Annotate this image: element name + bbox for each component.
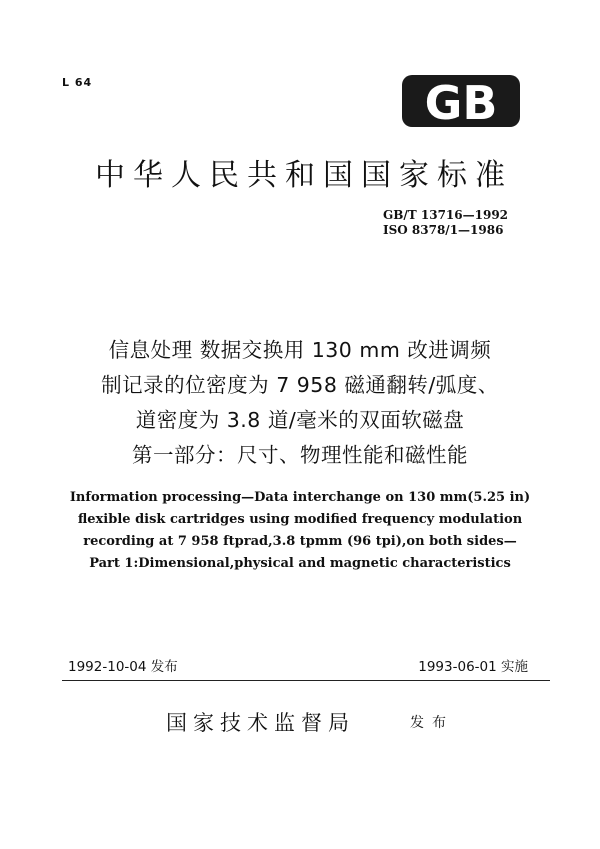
divider — [62, 680, 550, 681]
english-title-line: Information processing—Data interchange on 130 mm(5.25 in) — [69, 490, 531, 505]
iso-standard-number: ISO 8378/1—1986 — [383, 223, 504, 237]
english-title-line: flexible disk cartridges using modified frequency modulation — [77, 512, 523, 527]
english-title-line: Part 1:Dimensional,physical and magnetic characteristics — [89, 556, 511, 571]
issue-date: 1992-10-04 发布 — [68, 659, 178, 675]
chinese-title-line: 信息处理 数据交换用 130 mm 改进调频 — [108, 338, 492, 362]
gb-logo — [402, 75, 520, 127]
publish-label: 发布 — [410, 715, 454, 731]
english-title — [0, 487, 600, 575]
chinese-title-line: 制记录的位密度为 7 958 磁通翻转/弧度、 — [101, 373, 499, 397]
chinese-title — [0, 333, 600, 473]
chinese-title-line: 道密度为 3.8 道/毫米的双面软磁盘 — [135, 408, 465, 432]
implementation-date: 1993-06-01 实施 — [418, 659, 528, 675]
standard-numbers — [383, 208, 508, 238]
publisher: 国家技术监督局 — [166, 711, 355, 735]
chinese-title-line: 第一部分：尺寸、物理性能和磁性能 — [132, 443, 468, 467]
gb-logo-text: GB — [424, 76, 498, 127]
classification-code: L 64 — [62, 76, 93, 89]
english-title-line: recording at 7 958 ftprad,3.8 tpmm (96 tpi),on both sides— — [83, 534, 517, 549]
standard-title: 中华人民共和国国家标准 — [95, 158, 513, 193]
gb-standard-number: GB/T 13716—1992 — [383, 208, 509, 222]
